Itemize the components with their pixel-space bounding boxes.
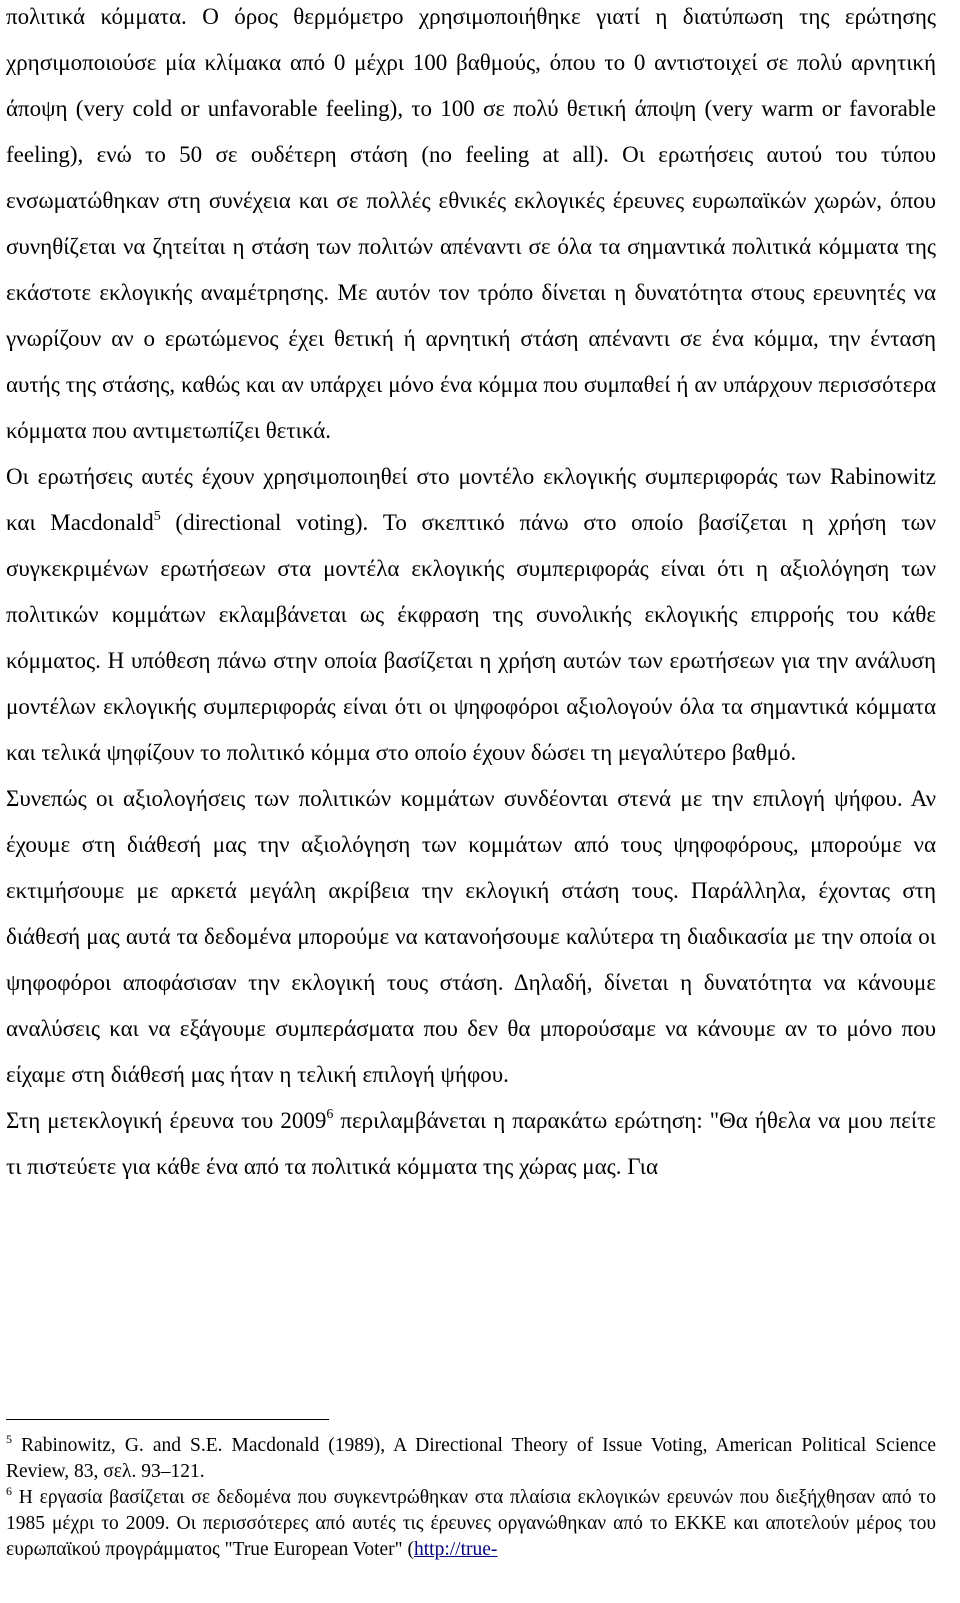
document-body xyxy=(6,0,936,1190)
footnote-text: Rabinowitz, G. and S.E. Macdonald (1989), A Directional Theory of Issue Voting, American Political Science Review, 83, σελ. 93–121. xyxy=(6,1435,936,1482)
paragraph-text: Συνεπώς οι αξιολογήσεις των πολιτικών κομμάτων συνδέονται στενά με την επιλογή ψήφου. Αν έχουμε στη διάθεσή μας την αξιολόγηση των κομμάτων από τους ψηφοφόρους, μπορούμε να εκτιμήσουμε με αρκετά μεγάλη ακρίβεια την εκλογική στάση τους. Παράλληλα, έχοντας στη διάθεσή μας αυτά τα δεδομένα μπορούμε να κατανοήσουμε καλύτερα τη διαδικασία με την οποία οι ψηφοφόροι αποφάσισαν την εκλογική τους στάση. Δηλαδή, δίνεται η δυνατότητα να κάνουμε αναλύσεις και να εξάγουμε συμπεράσματα που δεν θα μπορούσαμε να κάνουμε αν το μόνο που είχαμε στη διάθεσή μας ήταν η τελική επιλογή ψήφου. xyxy=(6,786,936,1087)
footnote-text: Η εργασία βασίζεται σε δεδομένα που συγκεντρώθηκαν στα πλαίσια εκλογικών ερευνών που διεξήχθησαν από το 1985 μέχρι το 2009. Οι περισσότερες από αυτές τις έρευνες οργανώθηκαν από το ΕΚΚΕ και αποτελούν μέρος του ευρωπαϊκού προγράμματος "True European Voter" ( xyxy=(6,1487,936,1560)
footnote-mark: 6 xyxy=(6,1484,12,1498)
footnote-ref-6[interactable]: 6 xyxy=(326,1107,334,1122)
paragraph-post-election-survey xyxy=(6,1098,936,1190)
paragraph-text: Οι ερωτήσεις αυτές έχουν χρησιμοποιηθεί στο μοντέλο εκλογικής συμπεριφοράς των Rabinowitz και Macdonald xyxy=(6,464,936,535)
footnote-separator xyxy=(6,1419,329,1420)
true-european-voter-link[interactable]: http://true- xyxy=(414,1539,498,1560)
footnote-6 xyxy=(6,1485,936,1563)
footnote-ref-5[interactable]: 5 xyxy=(153,509,161,524)
paragraph-text-cont: (directional voting). Το σκεπτικό πάνω στο οποίο βασίζεται η χρήση των συγκεκριμένων ερωτήσεων στα μοντέλα εκλογικής συμπεριφοράς είναι ότι η αξιολόγηση των πολιτικών κομμάτων εκλαμβάνεται ως έκφραση της συνολικής εκλογικής επιρροής του κάθε κόμματος. Η υπόθεση πάνω στην οποία βασίζεται η χρήση αυτών των ερωτήσεων για την ανάλυση μοντέλων εκλογικής συμπεριφοράς είναι ότι οι ψηφοφόροι αξιολογούν όλα τα σημαντικά κόμματα και τελικά ψηφίζουν το πολιτικό κόμμα στο οποίο έχουν δώσει τη μεγαλύτερο βαθμό. xyxy=(6,510,936,765)
footnotes xyxy=(6,1433,936,1563)
paragraph-party-evaluations xyxy=(6,776,936,1098)
paragraph-text: πολιτικά κόμματα. Ο όρος θερμόμετρο χρησιμοποιήθηκε γιατί η διατύπωση της ερώτησης χρησιμοποιούσε μία κλίμακα από 0 μέχρι 100 βαθμούς, όπου το 0 αντιστοιχεί σε πολύ αρνητική άποψη (very cold or unfavorable feeling), το 100 σε πολύ θετική άποψη (very warm or favorable feeling), ενώ το 50 σε ουδέτερη στάση (no feeling at all). Οι ερωτήσεις αυτού του τύπου ενσωματώθηκαν στη συνέχεια και σε πολλές εθνικές εκλογικές έρευνες ευρωπαϊκών χωρών, όπου συνηθίζεται να ζητείται η στάση των πολιτών απέναντι σε όλα τα σημαντικά πολιτικά κόμματα της εκάστοτε εκλογικής αναμέτρησης. Με αυτόν τον τρόπο δίνεται η δυνατότητα στους ερευνητές να γνωρίζουν αν ο ερωτώμενος έχει θετική ή αρνητική στάση απέναντι σε ένα κόμμα, την ένταση αυτής της στάσης, καθώς και αν υπάρχει μόνο ένα κόμμα που συμπαθεί ή αν υπάρχουν περισσότερα κόμματα που αντιμετωπίζει θετικά. xyxy=(6,4,936,443)
footnote-mark: 5 xyxy=(6,1432,12,1446)
paragraph-directional-voting xyxy=(6,454,936,776)
footnote-5 xyxy=(6,1433,936,1485)
paragraph-thermometer-questions xyxy=(6,0,936,454)
paragraph-text-cont: περιλαμβάνεται η παρακάτω ερώτηση: "Θα ήθελα να μου πείτε τι πιστεύετε για κάθε ένα από τα πολιτικά κόμματα της χώρας μας. Για xyxy=(6,1108,936,1179)
paragraph-text: Στη μετεκλογική έρευνα του 2009 xyxy=(6,1108,327,1133)
